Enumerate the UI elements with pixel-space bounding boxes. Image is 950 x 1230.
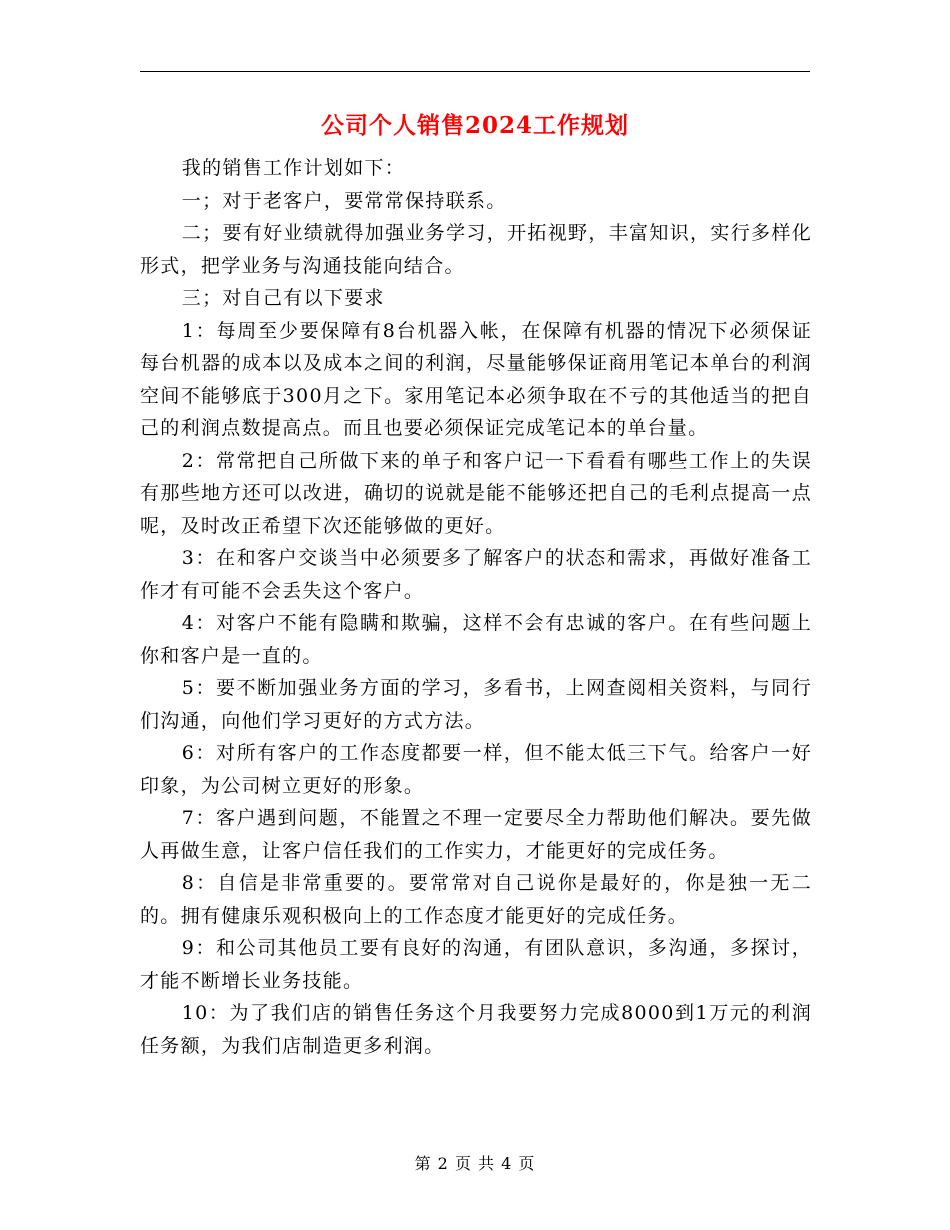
paragraph-item-1: 一；对于老客户，要常常保持联系。 [181, 189, 507, 212]
paragraph-requirement-6: 6：对所有客户的工作态度都要一样，但不能太低三下气。给客户一好印象，为公司树立更好的形象。 [140, 742, 812, 797]
paragraph-item-2: 二；要有好业绩就得加强业务学习，开拓视野，丰富知识，实行多样化形式，把学业务与沟通技能向结合。 [140, 222, 812, 277]
paragraph-requirement-2: 2：常常把自己所做下来的单子和客户记一下看看有哪些工作上的失误有那些地方还可以改进，确切的说就是能不能够还把自己的毛利点提高一点呢，及时改正希望下次还能够做的更好。 [140, 449, 812, 537]
paragraph-intro: 我的销售工作计划如下： [181, 157, 406, 179]
paragraph-requirement-9: 9：和公司其他员工要有良好的沟通，有团队意识，多沟通，多探讨，才能不断增长业务技能。 [140, 937, 812, 992]
header-rule [140, 71, 810, 72]
paragraph-requirement-5: 5：要不断加强业务方面的学习，多看书，上网查阅相关资料，与同行们沟通，向他们学习更好的方式方法。 [140, 677, 812, 732]
paragraph-requirement-4: 4：对客户不能有隐瞒和欺骗，这样不会有忠诚的客户。在有些问题上你和客户是一直的。 [140, 612, 812, 667]
paragraph-requirement-3: 3：在和客户交谈当中必须要多了解客户的状态和需求，再做好准备工作才有可能不会丢失这个客户。 [140, 547, 812, 602]
paragraph-requirement-7: 7：客户遇到问题，不能置之不理一定要尽全力帮助他们解决。要先做人再做生意，让客户信任我们的工作实力，才能更好的完成任务。 [140, 807, 812, 862]
document-title: 公司个人销售2024工作规划 [320, 112, 629, 139]
page-number: 第 2 页 共 4 页 [414, 1154, 536, 1173]
paragraph-item-3: 三；对自己有以下要求 [181, 287, 385, 309]
paragraph-requirement-8: 8：自信是非常重要的。要常常对自己说你是最好的，你是独一无二的。拥有健康乐观积极向上的工作态度才能更好的完成任务。 [140, 872, 812, 927]
paragraph-requirement-1: 1：每周至少要保障有8台机器入帐，在保障有机器的情况下必须保证每台机器的成本以及成本之间的利润，尽量能够保证商用笔记本单台的利润空间不能够底于300月之下。家用笔记本必须争取在不亏的其他适当的把自己的利润点数提高点。而且也要必须保证完成笔记本的单台量。 [140, 319, 812, 439]
paragraph-requirement-10: 10：为了我们店的销售任务这个月我要努力完成8000到1万元的利润任务额，为我们店制造更多利润。 [140, 1002, 812, 1057]
document-body [140, 152, 812, 1062]
